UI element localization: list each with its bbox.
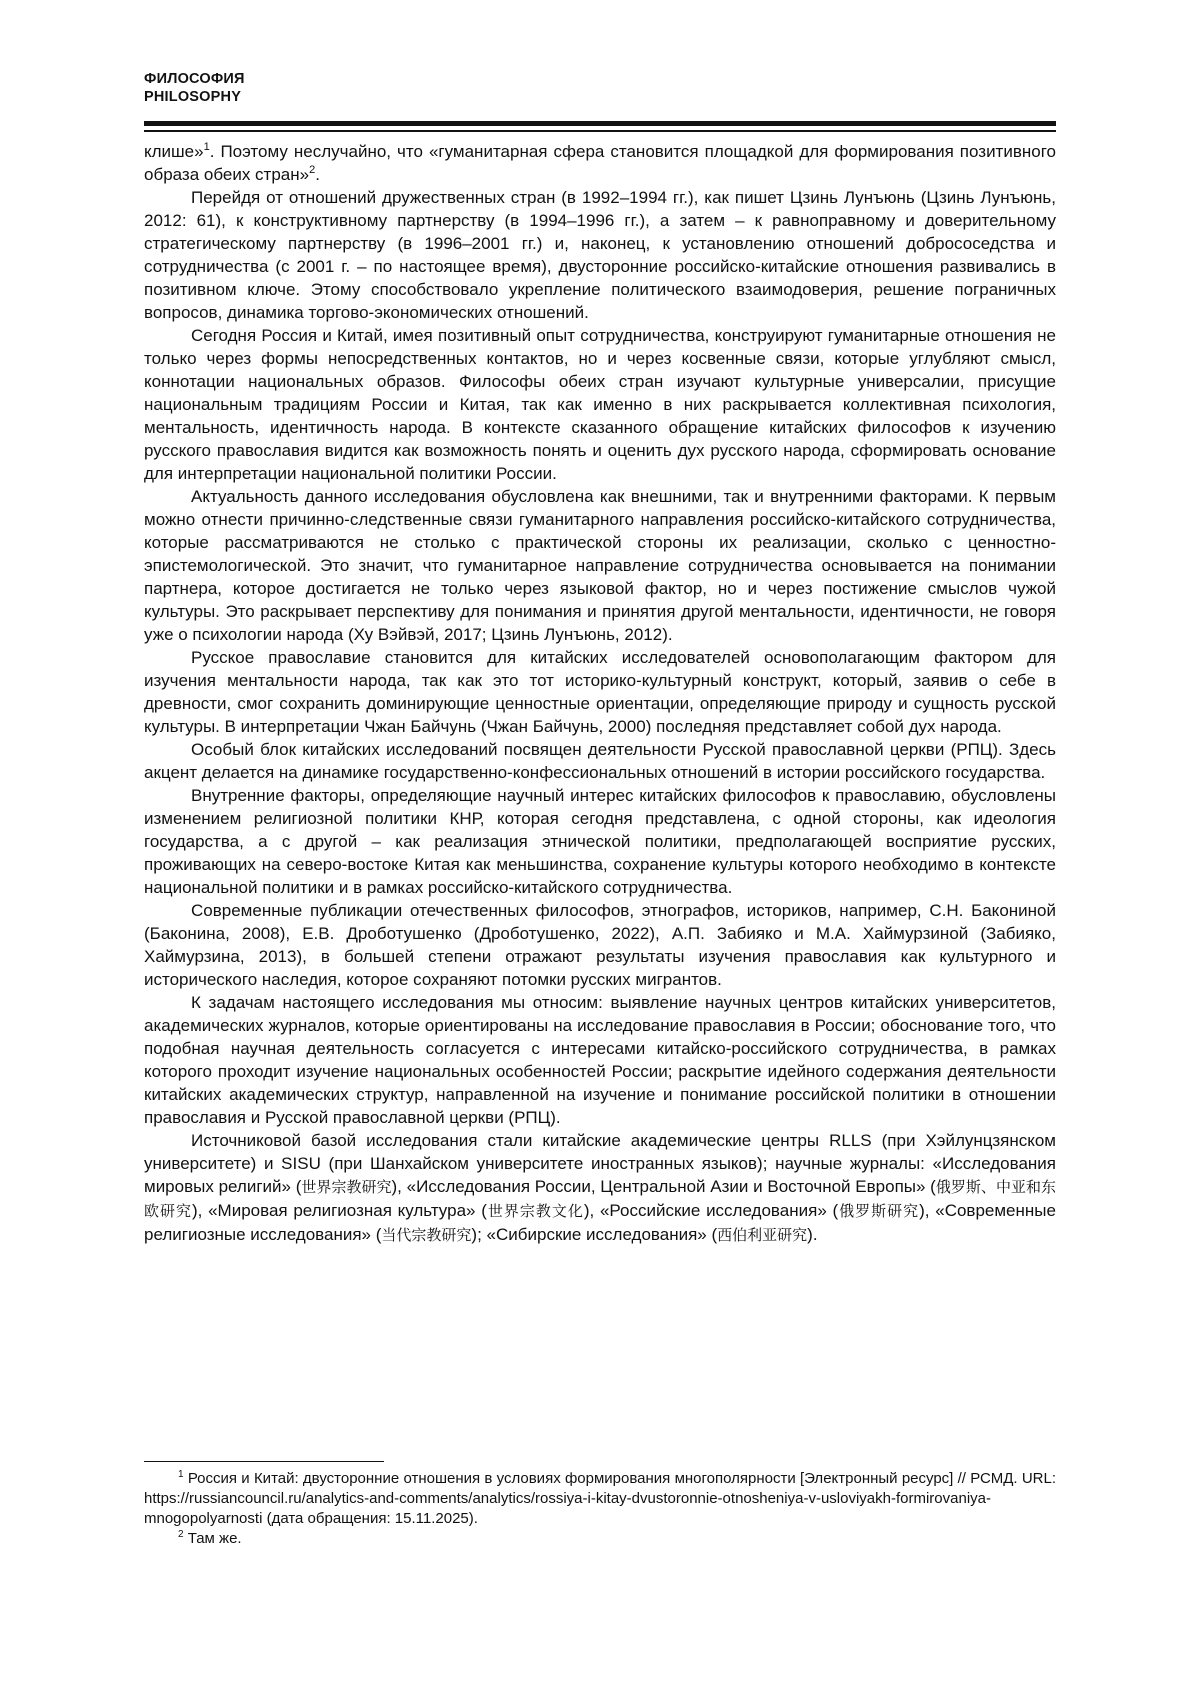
article-body	[144, 140, 1056, 1247]
paragraph: Особый блок китайских исследований посвящен деятельности Русской православной церкви (РПЦ). Здесь акцент делается на динамике государственно-конфессиональных отношений в истории российского государства.	[144, 740, 1056, 782]
chinese-journal-title: 当代宗教研究	[381, 1226, 472, 1244]
paragraph: Актуальность данного исследования обусловлена как внешними, так и внутренними факторами. К первым можно отнести причинно-следственные связи гуманитарного направления российско-китайского сотрудничества, которые рассматриваются не столько с практической стороны их реализации, сколько с ценностно-эпистемологической. Это значит, что гуманитарное направление сотрудничества основывается на понимании партнера, которое достигается не только через языковой фактор, но и через постижение смыслов чужой культуры. Это раскрывает перспективу для понимания и принятия другой ментальности, идентичности, не говоря уже о психологии народа (Ху Вэйвэй, 2017; Цзинь Лунъюнь, 2012).	[144, 487, 1056, 644]
paragraph: Сегодня Россия и Китай, имея позитивный опыт сотрудничества, конструируют гуманитарные отношения не только через формы непосредственных контактов, но и через косвенные связи, которые углубляют смысл, коннотации национальных образов. Философы обеих стран изучают культурные универсалии, присущие национальным традициям России и Китая, так как именно в них раскрывается коллективная психология, ментальность, идентичность народа. В контексте сказанного обращение китайских философов к изучению русского православия видится как возможность понять и оценить дух русского народа, сформировать основание для интерпретации национальной политики России.	[144, 326, 1056, 483]
footnotes	[144, 1469, 1056, 1549]
chinese-journal-title: 俄罗斯研究	[838, 1202, 920, 1220]
header-rule-thick	[144, 121, 1056, 126]
header-rule-thin	[144, 130, 1056, 132]
paragraph: клише»$^1$. Поэтому неслучайно, что «гуманитарная сфера становится площадкой для формирования позитивного образа обеих стран»$^2$.	[144, 141, 1056, 184]
footnote-ref: 2	[309, 164, 316, 176]
section-title-ru: ФИЛОСОФИЯ	[144, 71, 245, 87]
chinese-journal-title: 世界宗教研究	[301, 1178, 392, 1196]
footnote-number: 1	[178, 1469, 184, 1480]
section-title-en: PHILOSOPHY	[144, 89, 242, 105]
chinese-journal-title: 世界宗教文化	[486, 1202, 584, 1220]
footnote-number: 2	[178, 1529, 184, 1540]
running-header	[144, 70, 245, 106]
paragraph: Русское православие становится для китайских исследователей основополагающим фактором для изучения ментальности народа, так как это тот историко-культурный конструкт, который, заявив о себе в древности, смог сохранить доминирующие ценностные ориентации, определяющие природу и сущность русской культуры. В интерпретации Чжан Байчунь (Чжан Байчунь, 2000) последняя представляет собой дух народа.	[144, 648, 1056, 736]
footnote-ref: 1	[203, 141, 210, 153]
footnote: $^1$ Россия и Китай: двусторонние отношения в условиях формирования многополярности [Электронный ресурс] // РСМД. URL: https://russiancouncil.ru/analytics-and-comments/analytics/rossiya-i-kitay-dvustoronnie-otnosheniya-v-usloviyakh-formirovaniya-mnogopolyarnosti (дата обращения: 15.11.2025).	[144, 1469, 1056, 1527]
chinese-journal-title: 西伯利亚研究	[717, 1226, 808, 1244]
footnote: $^2$ Там же.	[178, 1529, 242, 1547]
paragraph: Внутренние факторы, определяющие научный интерес китайских философов к православию, обусловлены изменением религиозной политики КНР, которая сегодня представлена, с одной стороны, как идеология государства, а с другой – как реализация этнической политики, предполагающей восприятие русских, проживающих на северо-востоке Китая как меньшинства, сохранение культуры которого необходимо в контексте национальной политики и в рамках российско-китайского сотрудничества.	[144, 786, 1056, 897]
paragraph: Перейдя от отношений дружественных стран (в 1992–1994 гг.), как пишет Цзинь Лунъюнь (Цзинь Лунъюнь, 2012: 61), к конструктивному партнерству (в 1994–1996 гг.), а затем – к равноправному и доверительному стратегическому партнерству (в 1996–2001 гг.) и, наконец, к установлению отношений добрососедства и сотрудничества (с 2001 г. – по настоящее время), двусторонние российско-китайские отношения развивались в позитивном ключе. Этому способствовало укрепление политического взаимодоверия, решение пограничных вопросов, динамика торгово-экономических отношений.	[144, 188, 1056, 322]
paragraph: К задачам настоящего исследования мы относим: выявление научных центров китайских университетов, академических журналов, которые ориентированы на исследование православия в России; обоснование того, что подобная научная деятельность согласуется с интересами китайско-российского сотрудничества, в рамках которого проходит изучение национальных особенностей России; раскрытие идейного содержания деятельности китайских академических структур, направленной на изучение и понимание российской политики в отношении православия и Русской православной церкви (РПЦ).	[144, 993, 1056, 1127]
paragraph: Современные публикации отечественных философов, этнографов, историков, например, С.Н. Бакониной (Баконина, 2008), Е.В. Дроботушенко (Дроботушенко, 2022), А.П. Забияко и М.А. Хаймурзиной (Забияко, Хаймурзина, 2013), в большей степени отражают результаты изучения православия как культурного и исторического наследия, которое сохраняют потомки русских мигрантов.	[144, 901, 1056, 989]
chinese-journal-title: 俄罗斯、中亚和东欧研究	[144, 1178, 1056, 1220]
paragraph: Источниковой базой исследования стали китайские академические центры RLLS (при Хэйлунцзянском университете) и SISU (при Шанхайском университете иностранных языков); научные журналы: «Исследования мировых религий» (世界宗教研究), «Исследования России, Центральной Азии и Восточной Европы» (俄罗斯、中亚和东欧研究), «Мировая религиозная культура» (世界宗教文化), «Российские исследования» (俄罗斯研究), «Современные религиозные исследования» (当代宗教研究); «Сибирские исследования» (西伯利亚研究).	[144, 1131, 1056, 1244]
footnote-separator	[144, 1461, 384, 1462]
